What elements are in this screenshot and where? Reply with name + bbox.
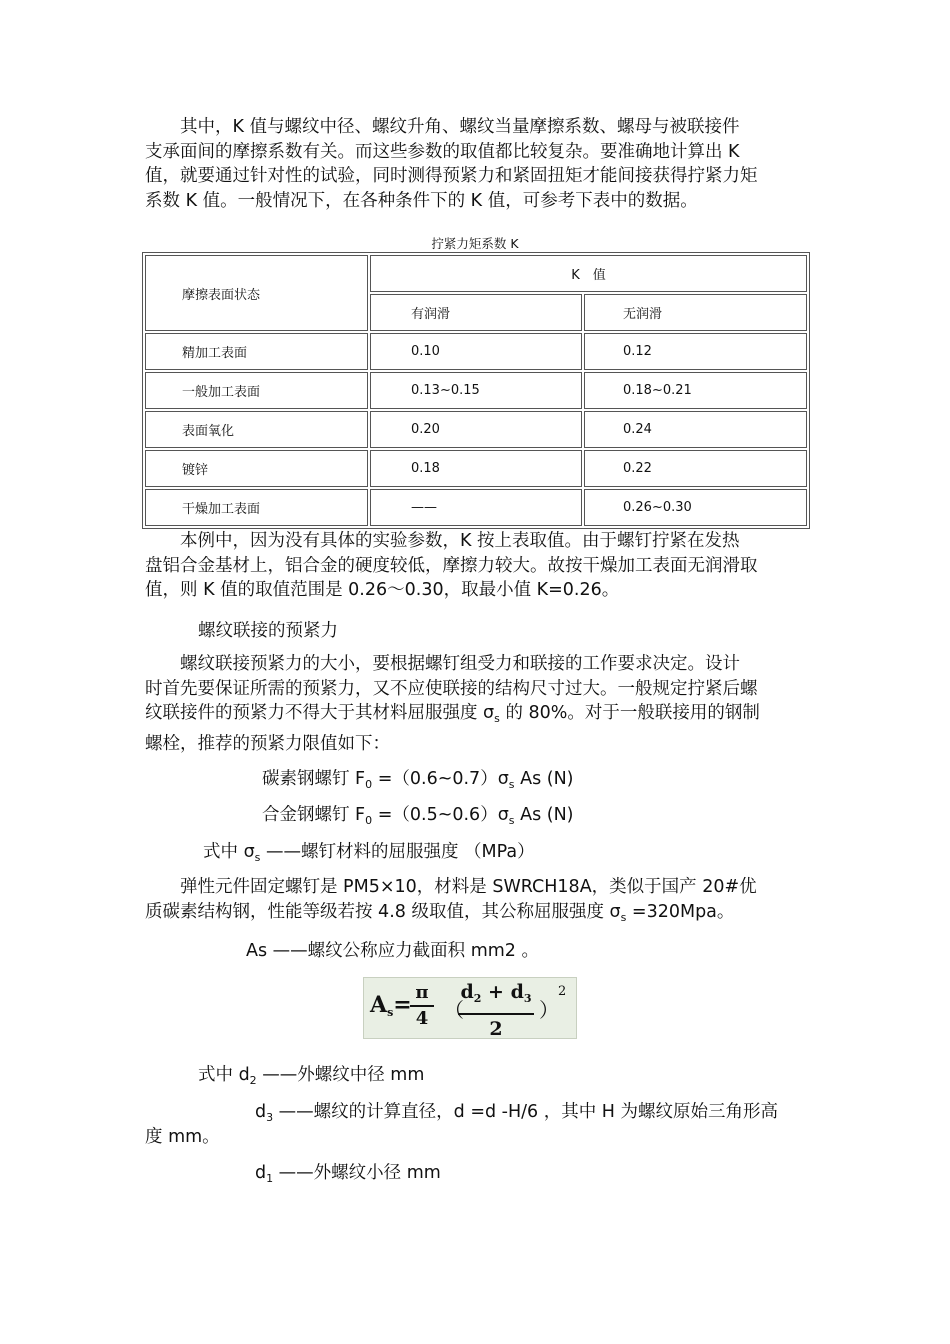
cell-state: 镀锌 — [145, 450, 368, 487]
text-run: 的 80%。对于一般联接用的钢制 — [499, 703, 760, 723]
header-k-value: K 值 — [370, 255, 807, 292]
subscript: s — [387, 1006, 394, 1019]
stress-area-formula-image — [363, 977, 577, 1039]
subscript: s — [508, 814, 515, 827]
text-run: 合金钢螺钉 F — [262, 805, 366, 825]
text-run: A — [370, 992, 388, 1018]
subscript: 3 — [523, 992, 532, 1005]
formula-lhs — [370, 992, 412, 1019]
exponent: 2 — [558, 984, 567, 999]
cell-dry: 0.26~0.30 — [584, 489, 807, 526]
text-run: 纹联接件的预紧力不得大于其材料屈服强度 σ — [145, 703, 495, 723]
text-run: ——螺纹的计算直径，d =d -H/6 ，其中 H 为螺纹原始三角形高 — [273, 1102, 779, 1122]
table-row — [145, 372, 807, 409]
mean-diameter-fraction — [458, 978, 534, 1043]
preload-paragraph — [145, 652, 810, 756]
stress-area-definition: As ——螺纹公称应力截面积 mm2 。 — [246, 941, 540, 961]
right-paren: ） — [539, 998, 559, 1022]
header-dry: 无润滑 — [584, 294, 807, 331]
subscript: 3 — [266, 1111, 274, 1124]
intro-paragraph — [145, 115, 810, 213]
cell-dry: 0.12 — [584, 333, 807, 370]
paragraph-line: 螺栓，推荐的预紧力限值如下： — [145, 733, 390, 754]
d3-definition-continued: 度 mm。 — [145, 1127, 220, 1147]
cell-state: 表面氧化 — [145, 411, 368, 448]
cell-state: 一般加工表面 — [145, 372, 368, 409]
text-run: As (N) — [514, 769, 574, 789]
paragraph-line: 时首先要保证所需的预紧力，又不应使联接的结构尺寸过大。一般规定拧紧后螺 — [145, 678, 758, 699]
d1-definition — [255, 1159, 441, 1185]
paragraph-line: 盘铝合金基材上，铝合金的硬度较低，摩擦力较大。故按干燥加工表面无润滑取 — [145, 555, 758, 576]
cell-lubricated: 0.20 — [370, 411, 582, 448]
cell-state: 精加工表面 — [145, 333, 368, 370]
subscript: s — [620, 910, 627, 924]
cell-state: 干燥加工表面 — [145, 489, 368, 526]
text-run: =（0.5~0.6）σ — [372, 805, 509, 825]
header-lubricated: 有润滑 — [370, 294, 582, 331]
text-run: =320Mpa。 — [626, 901, 735, 922]
text-run: d — [255, 1102, 267, 1122]
table-header-row — [145, 255, 807, 292]
denominator: 2 — [489, 1018, 503, 1040]
yield-strength-definition — [203, 838, 535, 864]
text-run: 碳素钢螺钉 F — [262, 769, 366, 789]
table-caption: 拧紧力矩系数 K — [431, 236, 519, 251]
paragraph-line: 螺纹联接预紧力的大小，要根据螺钉组受力和联接的工作要求决定。设计 — [145, 654, 740, 674]
elastic-element-paragraph — [145, 875, 810, 930]
subscript: 0 — [365, 814, 373, 827]
d2-definition — [198, 1061, 424, 1087]
denominator: 4 — [415, 1008, 429, 1029]
intro-line: 值，就要通过针对性的试验，同时测得预紧力和紧固扭矩才能间接获得拧紧力矩 — [145, 166, 758, 186]
header-surface-state: 摩擦表面状态 — [145, 255, 368, 331]
subscript: s — [494, 712, 500, 725]
carbon-steel-formula — [262, 765, 574, 791]
subscript: 2 — [473, 992, 482, 1005]
cell-dry: 0.18~0.21 — [584, 372, 807, 409]
section-title: 螺纹联接的预紧力 — [198, 621, 338, 641]
numerator — [458, 978, 534, 1015]
table-row — [145, 450, 807, 487]
cell-dry: 0.22 — [584, 450, 807, 487]
intro-line: 系数 K 值。一般情况下，在各种条件下的 K 值，可参考下表中的数据。 — [145, 190, 698, 211]
paragraph-line — [145, 900, 810, 931]
after-table-paragraph — [145, 529, 810, 603]
subscript: s — [508, 778, 515, 791]
paragraph-line: 弹性元件固定螺钉是 PM5×10，材料是 SWRCH18A，类似于国产 20#优 — [145, 877, 757, 897]
text-run: d — [255, 1163, 267, 1183]
subscript: s — [254, 851, 261, 864]
table-row — [145, 489, 807, 526]
cell-lubricated: 0.10 — [370, 333, 582, 370]
text-run: d — [460, 981, 474, 1003]
text-run: 式中 d — [198, 1065, 250, 1085]
text-run: d — [510, 981, 524, 1003]
text-run: 质碳素结构钢，性能等级若按 4.8 级取值，其公称屈服强度 σ — [145, 901, 621, 922]
pi-over-four — [410, 981, 434, 1031]
cell-lubricated: 0.13~0.15 — [370, 372, 582, 409]
subscript: 2 — [249, 1074, 257, 1087]
d3-definition — [255, 1098, 778, 1124]
intro-line: 支承面间的摩擦系数有关。而这些参数的取值都比较复杂。要准确地计算出 K — [145, 141, 740, 162]
left-paren: （ — [444, 998, 464, 1022]
text-run: 式中 σ — [203, 842, 255, 862]
cell-dry: 0.24 — [584, 411, 807, 448]
text-run: ——外螺纹中径 mm — [256, 1065, 425, 1085]
k-value-table — [142, 252, 810, 529]
subscript: 1 — [266, 1172, 274, 1185]
table-row — [145, 333, 807, 370]
cell-lubricated: 0.18 — [370, 450, 582, 487]
paragraph-line — [145, 701, 810, 732]
table-row — [145, 411, 807, 448]
text-run: As (N) — [514, 805, 574, 825]
paragraph-line: 值，则 K 值的取值范围是 0.26～0.30，取最小值 K=0.26。 — [145, 580, 620, 600]
alloy-steel-formula — [262, 801, 574, 827]
cell-lubricated: —— — [370, 489, 582, 526]
numerator: π — [410, 981, 434, 1007]
paragraph-line: 本例中，因为没有具体的实验参数，K 按上表取值。由于螺钉拧紧在发热 — [145, 531, 740, 551]
subscript: 0 — [365, 778, 373, 791]
intro-line: 其中，K 值与螺纹中径、螺纹升角、螺纹当量摩擦系数、螺母与被联接件 — [145, 117, 740, 137]
text-run: ——螺钉材料的屈服强度 （MPa） — [260, 842, 535, 862]
text-run: = — [393, 992, 412, 1018]
text-run: =（0.6~0.7）σ — [372, 769, 509, 789]
text-run: ——外螺纹小径 mm — [273, 1163, 441, 1183]
text-run: + — [481, 981, 511, 1003]
